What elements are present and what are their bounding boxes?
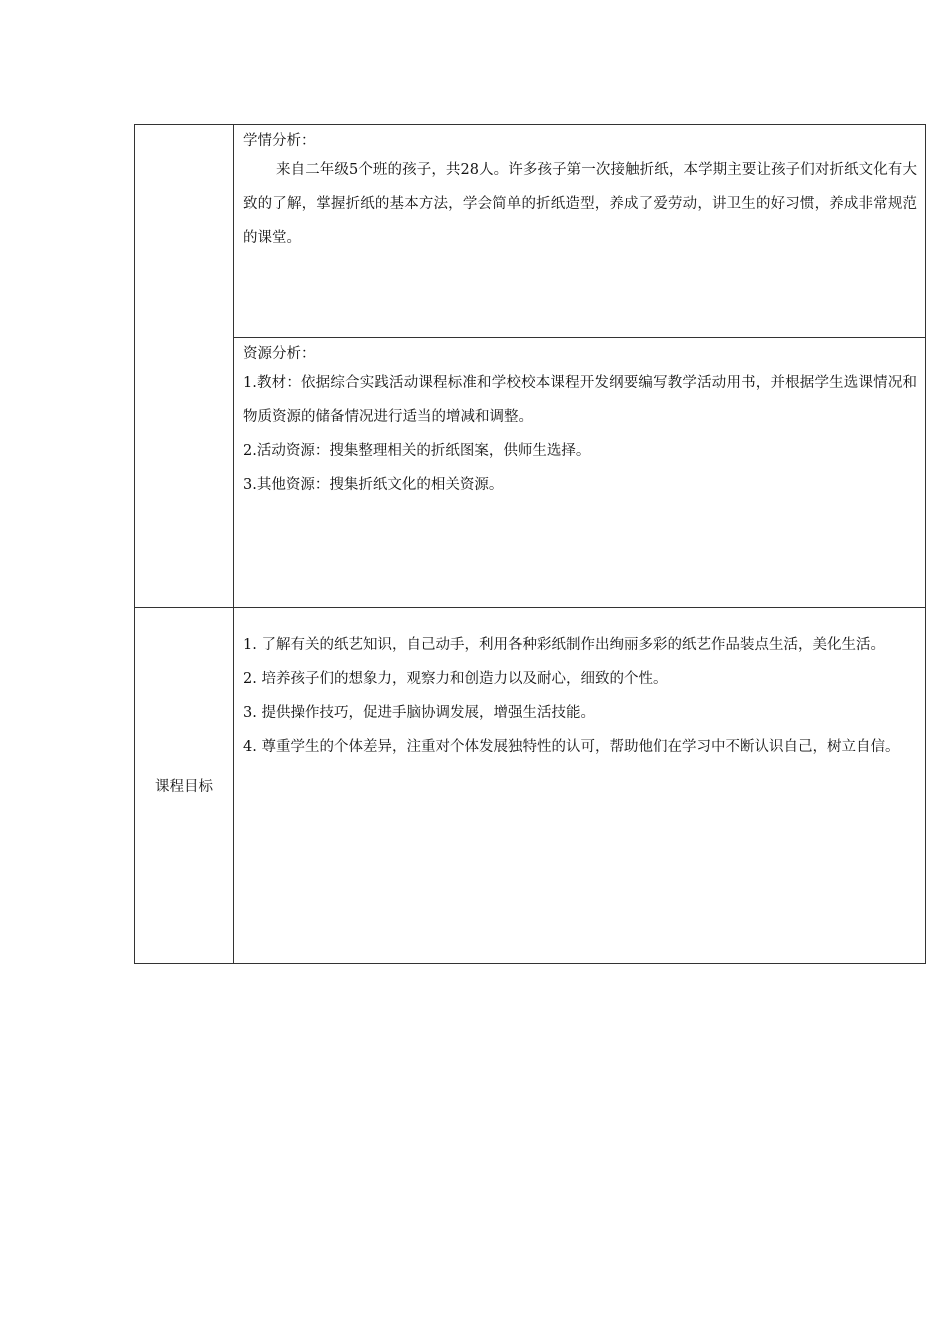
resource-item: 1.教材：依据综合实践活动课程标准和学校校本课程开发纲要编写教学活动用书，并根据学生选课情况和物质资源的储备情况进行适当的增减和调整。	[243, 375, 917, 425]
course-plan-table	[134, 124, 926, 964]
left-empty-cell	[135, 125, 234, 608]
student-analysis-row	[135, 125, 926, 338]
course-goals-label: 课程目标	[135, 608, 234, 964]
student-analysis-cell	[234, 125, 926, 338]
goal-item: 1. 了解有关的纸艺知识，自己动手，利用各种彩纸制作出绚丽多彩的纸艺作品装点生活，美化生活。	[243, 637, 885, 653]
resource-analysis-cell	[234, 338, 926, 608]
resource-item: 3.其他资源：搜集折纸文化的相关资源。	[243, 477, 504, 493]
student-analysis-label: 学情分析：	[243, 133, 316, 149]
resource-analysis-label: 资源分析：	[243, 346, 316, 362]
resource-analysis-row	[135, 338, 926, 608]
goal-item: 3. 提供操作技巧，促进手脑协调发展，增强生活技能。	[243, 705, 595, 721]
course-goals-row	[135, 608, 926, 964]
course-goals-cell	[234, 608, 926, 964]
goal-item: 4. 尊重学生的个体差异，注重对个体发展独特性的认可，帮助他们在学习中不断认识自己，树立自信。	[243, 739, 900, 755]
resource-item: 2.活动资源：搜集整理相关的折纸图案，供师生选择。	[243, 443, 591, 459]
goal-item: 2. 培养孩子们的想象力，观察力和创造力以及耐心，细致的个性。	[243, 671, 668, 687]
student-analysis-text: 来自二年级5个班的孩子，共28人。许多孩子第一次接触折纸，本学期主要让孩子们对折纸文化有大致的了解，掌握折纸的基本方法，学会简单的折纸造型，养成了爱劳动，讲卫生的好习惯，养成非常规范的课堂。	[243, 162, 917, 246]
